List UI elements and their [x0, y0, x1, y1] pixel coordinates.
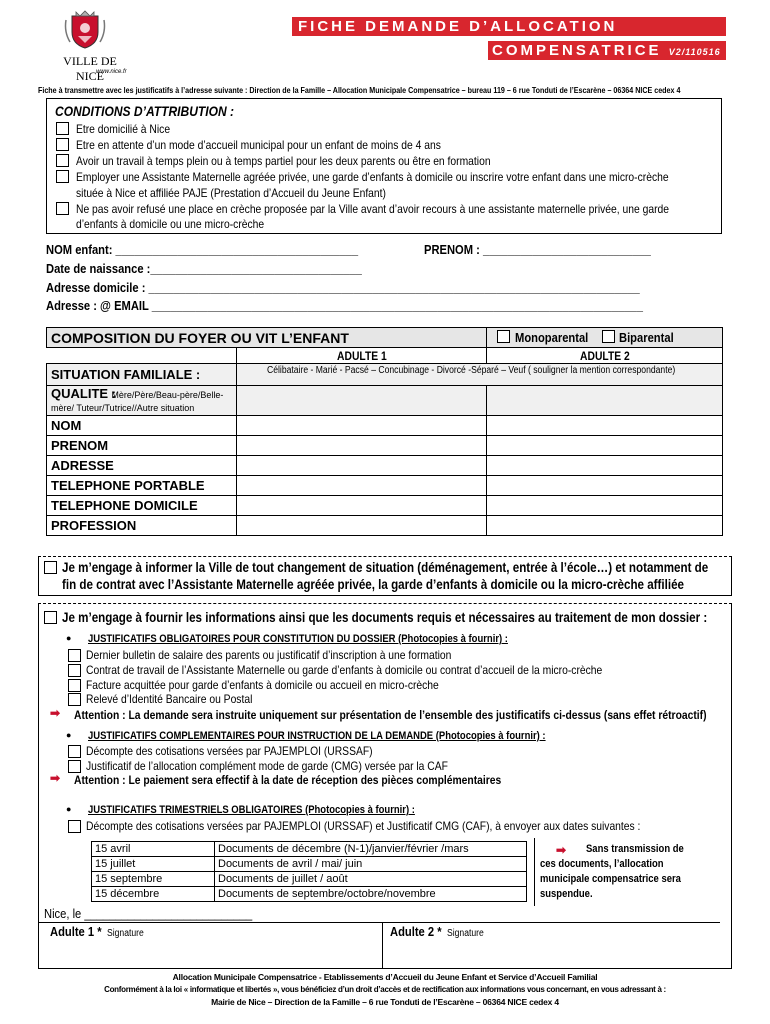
doc-label-1: Dernier bulletin de salaire des parents ou justificatif d’inscription à une formation	[86, 648, 452, 662]
compl-label-1: Décompte des cotisations versées par PAJEMPLOI (URSSAF)	[86, 744, 373, 758]
condition-checkbox-3[interactable]	[56, 154, 69, 167]
adult1-home-phone-cell[interactable]	[237, 496, 487, 516]
condition-label-4b: située à Nice et affiliée PAJE (Prestation d’Accueil du Jeune Enfant)	[76, 186, 386, 200]
adult1-adresse-cell[interactable]	[237, 456, 487, 476]
warning-text-1: Sans transmission de	[586, 843, 684, 855]
bi-label: Biparental	[619, 330, 674, 345]
transmit-address: Fiche à transmettre avec les justificatifs à l’adresse suivante : Direction de la Famille – Allocation Municipale Compensatrice – bureau 119 – 6 rue Tonduti de l’Escarène – 06364 NICE cedex 4	[38, 85, 681, 95]
date-cell: 15 septembre	[92, 872, 215, 887]
adult2-header: ADULTE 2	[579, 348, 630, 363]
quarterly-checkbox[interactable]	[68, 820, 81, 833]
compl-label-2: Justificatif de l’allocation complément mode de garde (CMG) versée par la CAF	[86, 759, 448, 773]
attention-text-2: Attention : Le paiement sera effectif à la date de réception des pièces complémentaires	[74, 773, 502, 787]
adult2-quality-cell[interactable]	[487, 386, 723, 416]
adult1-header: ADULTE 1	[336, 348, 387, 363]
quarterly-label: Décompte des cotisations versées par PAJEMPLOI (URSSAF) et Justificatif CMG (CAF), à envoyer aux dates suivantes :	[86, 819, 641, 833]
condition-checkbox-5[interactable]	[56, 202, 69, 215]
adult2-profession-cell[interactable]	[487, 516, 723, 536]
adult1-profession-cell[interactable]	[237, 516, 487, 536]
doc-checkbox-2[interactable]	[68, 664, 81, 677]
attention-text-1: Attention : La demande sera instruite uniquement sur présentation de l’ensemble des justificatifs ci-dessus (sans effet rétroactif)	[74, 708, 707, 722]
row-label-prenom: PRENOM	[51, 438, 109, 453]
engagement-checkbox-2[interactable]	[44, 611, 57, 624]
footer	[0, 970, 770, 1007]
city-name: VILLE DE NICE	[63, 54, 117, 83]
table-row	[92, 887, 527, 902]
adult2-nom-cell[interactable]	[487, 416, 723, 436]
docs-cell: Documents de décembre (N-1)/janvier/février /mars	[215, 842, 527, 857]
row-label-nom: NOM	[51, 418, 82, 433]
household-table	[46, 327, 722, 536]
date-cell: 15 juillet	[92, 857, 215, 872]
doc-checkbox-3[interactable]	[68, 679, 81, 692]
footer-line-2: Conformément à la loi « informatique et libertés », vous bénéficiez d’un droit d’accès et de rectification aux informations vous concernant, en vous adressant à :	[104, 985, 666, 994]
arrow-icon: ➡	[50, 771, 61, 785]
doc-label-3: Facture acquittée pour garde d’enfants à domicile ou accueil en micro-crèche	[86, 678, 439, 692]
warning-text-4: suspendue.	[540, 888, 593, 900]
adult2-signature[interactable]	[390, 924, 490, 939]
quality-detail: Mère/Père/Beau-père/Belle-	[111, 390, 224, 400]
bullet-icon: ●	[66, 804, 72, 814]
email-field[interactable]: Adresse : @ EMAIL _______________________________________________________________________________	[46, 298, 643, 313]
bullet-icon: ●	[66, 730, 72, 740]
quality-label: QUALITE :	[51, 386, 116, 401]
adult1-nom-cell[interactable]	[237, 416, 487, 436]
engagement-text-1: Je m’engage à informer la Ville de tout changement de situation (déménagement, entrée à l’école…) et notamment de	[62, 560, 709, 575]
mono-label: Monoparental	[515, 330, 589, 345]
birthdate-field[interactable]: Date de naissance :__________________________________	[46, 261, 362, 276]
version-label: V2/110516	[668, 47, 721, 57]
row-label-profession: PROFESSION	[51, 518, 137, 533]
conditions-title: CONDITIONS D’ATTRIBUTION :	[55, 103, 235, 119]
condition-label-4: Employer une Assistante Maternelle agréée privée, une garde d’enfants à domicile ou inscrire votre enfant dans une micro-crèche	[76, 170, 669, 184]
table-row	[92, 857, 527, 872]
page-title-2: COMPENSATRICE	[492, 42, 662, 59]
row-label-adresse: ADRESSE	[51, 458, 114, 473]
signature-hint: Signature	[447, 928, 484, 939]
dates-table	[91, 841, 527, 902]
family-situation-options[interactable]: Célibataire - Marié - Pacsé – Concubinage - Divorcé -Séparé – Veuf ( souligner la mention correspondante)	[267, 365, 676, 376]
child-firstname-field[interactable]: PRENOM : ___________________________	[424, 242, 651, 257]
compl-checkbox-1[interactable]	[68, 745, 81, 758]
bi-checkbox[interactable]	[602, 330, 615, 343]
date-cell: 15 avril	[92, 842, 215, 857]
engagement-text-1b: fin de contrat avec l’Assistante Maternelle agréée privée, la garde d’enfants à domicile ou la micro-crèche affiliée	[62, 577, 685, 592]
docs-cell: Documents de avril / mai/ juin	[215, 857, 527, 872]
bullet-icon: ●	[66, 633, 72, 643]
warning-text-2: ces documents, l’allocation	[540, 858, 664, 870]
docs-cell: Documents de juillet / août	[215, 872, 527, 887]
doc-label-2: Contrat de travail de l’Assistante Maternelle ou garde d’enfants à domicile ou contrat d’accueil de la micro-crèche	[86, 663, 603, 677]
adult2-home-phone-cell[interactable]	[487, 496, 723, 516]
date-cell: 15 décembre	[92, 887, 215, 902]
mandatory-docs-title: JUSTIFICATIFS OBLIGATOIRES POUR CONSTITUTION DU DOSSIER (Photocopies à fournir) :	[88, 633, 508, 645]
quality-detail-2: mère/ Tuteur/Tutrice//Autre situation	[51, 403, 195, 413]
adult1-signature[interactable]	[50, 924, 150, 939]
signature-hint: Signature	[107, 928, 144, 939]
condition-label-1: Etre domicilié à Nice	[76, 122, 171, 136]
adult1-signature-label: Adulte 1 *	[50, 924, 102, 939]
title-band-2	[488, 41, 726, 60]
quarterly-docs-title: JUSTIFICATIFS TRIMESTRIELS OBLIGATOIRES (Photocopies à fournir) :	[88, 804, 415, 816]
condition-label-2: Etre en attente d’un mode d’accueil municipal pour un enfant de moins de 4 ans	[76, 138, 441, 152]
row-label-home-phone: TELEPHONE DOMICILE	[51, 498, 198, 513]
mono-checkbox[interactable]	[497, 330, 510, 343]
adult2-mobile-cell[interactable]	[487, 476, 723, 496]
adult2-prenom-cell[interactable]	[487, 436, 723, 456]
condition-label-3: Avoir un travail à temps plein ou à temps partiel pour les deux parents ou être en formation	[76, 154, 491, 168]
page-title: FICHE DEMANDE D’ALLOCATION MUNICIPALE	[298, 18, 618, 54]
signature-divider	[382, 922, 383, 969]
engagement-text-2: Je m’engage à fournir les informations ainsi que les documents requis et nécessaires au traitement de mon dossier :	[62, 610, 708, 625]
adult1-quality-cell[interactable]	[237, 386, 487, 416]
complementary-docs-title: JUSTIFICATIFS COMPLEMENTAIRES POUR INSTRUCTION DE LA DEMANDE (Photocopies à fournir) :	[88, 730, 546, 742]
adult1-prenom-cell[interactable]	[237, 436, 487, 456]
table-row	[92, 842, 527, 857]
place-date-field[interactable]: Nice, le ___________________________	[44, 906, 253, 921]
city-website: www.nice.fr	[96, 69, 127, 75]
condition-label-5b: d’enfants à domicile ou une micro-crèche	[76, 217, 265, 231]
warning-text-3: municipale compensatrice sera	[540, 873, 681, 885]
doc-label-4: Relevé d’Identité Bancaire ou Postal	[86, 692, 253, 706]
arrow-icon: ➡	[50, 706, 61, 720]
docs-cell: Documents de septembre/octobre/novembre	[215, 887, 527, 902]
adult2-signature-label: Adulte 2 *	[390, 924, 442, 939]
household-title: COMPOSITION DU FOYER OU VIT L’ENFANT	[51, 329, 349, 346]
doc-checkbox-4[interactable]	[68, 693, 81, 706]
row-label-mobile: TELEPHONE PORTABLE	[51, 478, 205, 493]
child-name-field[interactable]: NOM enfant: _______________________________________	[46, 242, 359, 257]
condition-label-5: Ne pas avoir refusé une place en crèche proposée par la Ville avant d’avoir recours à une assistante maternelle privée, une garde	[76, 202, 669, 216]
condition-checkbox-1[interactable]	[56, 122, 69, 135]
city-logo	[62, 8, 108, 50]
adult2-adresse-cell[interactable]	[487, 456, 723, 476]
arrow-icon: ➡	[556, 843, 567, 857]
engagement-checkbox-1[interactable]	[44, 561, 57, 574]
family-situation-label: SITUATION FAMILIALE :	[51, 367, 201, 382]
footer-line-1: Allocation Municipale Compensatrice - Etablissements d’Accueil du Jeune Enfant et Service d’Accueil Familial	[172, 972, 598, 982]
home-address-field[interactable]: Adresse domicile : _______________________________________________________________________________	[46, 280, 640, 295]
footer-line-3: Mairie de Nice – Direction de la Famille – 6 rue Tonduti de l’Escarène – 06364 NICE cedex 4	[211, 997, 559, 1007]
condition-checkbox-2[interactable]	[56, 138, 69, 151]
table-row	[92, 872, 527, 887]
condition-checkbox-4[interactable]	[56, 170, 69, 183]
doc-checkbox-1[interactable]	[68, 649, 81, 662]
compl-checkbox-2[interactable]	[68, 760, 81, 773]
adult1-mobile-cell[interactable]	[237, 476, 487, 496]
